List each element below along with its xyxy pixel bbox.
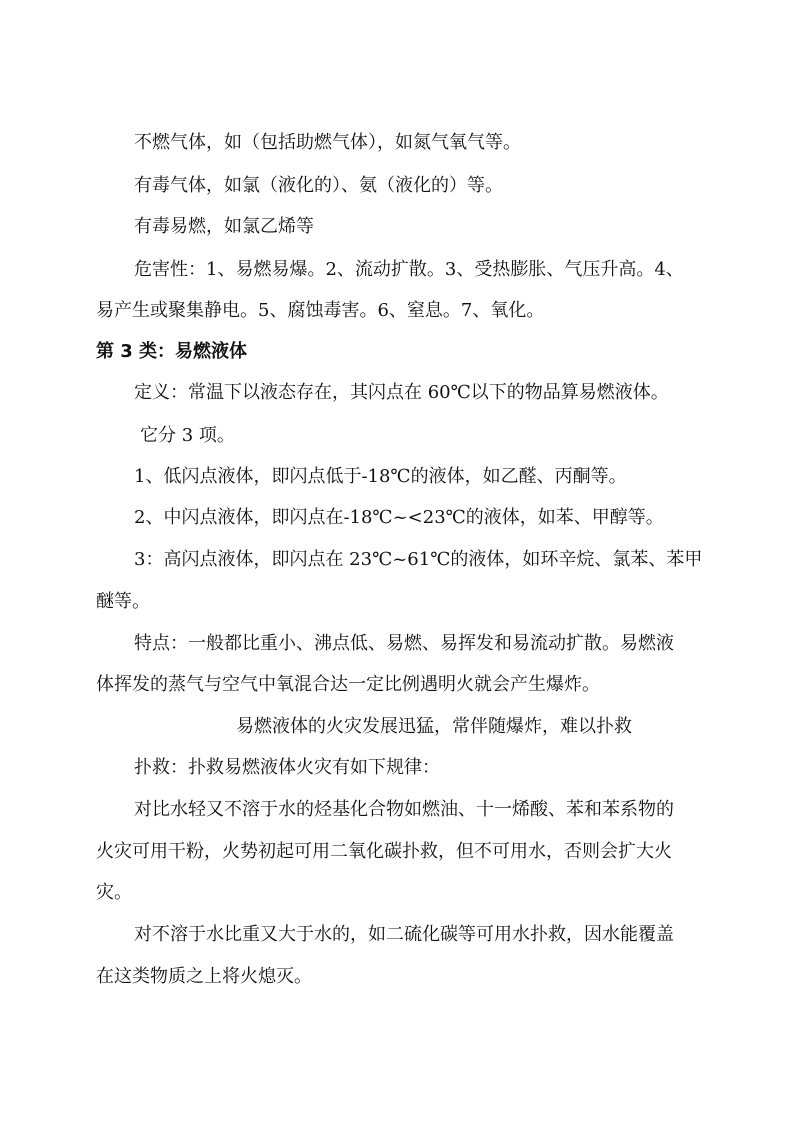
paragraph-line: 在这类物质之上将火熄灭。 [96,966,312,987]
paragraph-line: 定义：常温下以液态存在，其闪点在 60℃以下的物品算易燃液体。 [134,382,669,403]
paragraph-line: 扑救：扑救易燃液体火灾有如下规律： [134,757,440,778]
section-heading: 第 3 类：易燃液体 [96,341,248,362]
paragraph-line: 对不溶于水比重又大于水的，如二硫化碳等可用水扑救，因水能覆盖 [134,924,674,945]
paragraph-line: 不燃气体，如（包括助燃气体），如氮气氧气等。 [134,132,521,153]
paragraph-line: 它分 3 项。 [140,425,235,446]
paragraph-line: 醚等。 [96,591,150,612]
paragraph-line: 易产生或聚集静电。5、腐蚀毒害。6、窒息。7、氧化。 [96,300,545,321]
paragraph-line: 有毒气体，如氯（液化的）、氨（液化的）等。 [134,175,503,196]
centered-statement: 易燃液体的火灾发展迅猛，常伴随爆炸，难以扑救 [236,716,632,737]
list-item: 1、低闪点液体，即闪点低于-18℃的液体，如乙醛、丙酮等。 [134,466,627,487]
paragraph-line: 特点：一般都比重小、沸点低、易燃、易挥发和易流动扩散。易燃液 [134,633,674,654]
paragraph-line: 对比水轻又不溶于水的烃基化合物如燃油、十一烯酸、苯和苯系物的 [134,799,674,820]
paragraph-line: 体挥发的蒸气与空气中氧混合达一定比例遇明火就会产生爆炸。 [96,674,600,695]
list-item: 2、中闪点液体，即闪点在-18℃~<23℃的液体，如苯、甲醇等。 [134,507,664,528]
list-item: 3：高闪点液体，即闪点在 23℃~61℃的液体，如环辛烷、氯苯、苯甲 [134,549,703,570]
paragraph-line: 火灾可用干粉，火势初起可用二氧化碳扑救，但不可用水，否则会扩大火 [96,841,672,862]
paragraph-line: 灾。 [96,882,132,903]
paragraph-line: 有毒易燃，如氯乙烯等 [134,216,314,237]
paragraph-line: 危害性：1、易燃易爆。2、流动扩散。3、受热膨胀、气压升高。4、 [134,259,684,280]
